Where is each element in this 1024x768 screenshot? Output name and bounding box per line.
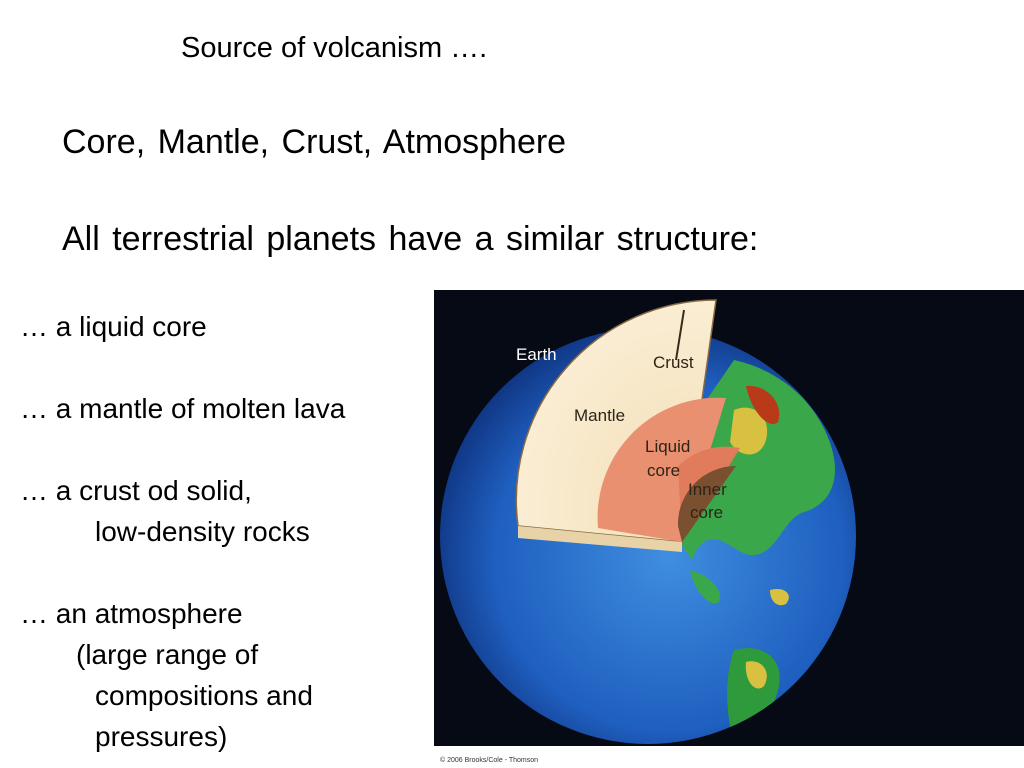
bullet-atmosphere-continued: (large range of [76,639,259,670]
bullet-crust-continued: low-density rocks [95,516,310,547]
crust-label: Crust [653,353,694,372]
bullet-gap [20,347,345,388]
bullet-atmosphere: … an atmosphere [20,598,243,629]
image-credit: © 2006 Brooks/Cole - Thomson [440,757,539,764]
earth-cutaway-figure [434,290,1024,768]
mantle-label: Mantle [574,406,626,425]
bullet-crust: … a crust od solid, [20,475,252,506]
earth-label: Earth [516,345,557,364]
bullet-gap [20,552,345,593]
bullet-mantle: … a mantle of molten lava [20,393,346,424]
bullet-list [20,306,345,757]
earth-cutaway-svg [434,290,1024,768]
bullet-atmosphere-continued: pressures) [95,721,228,752]
heading-planets: All terrestrial planets have a similar structure: [62,220,759,258]
liquid-core-label: core [647,461,681,480]
bullet-gap [20,429,345,470]
bullet-core: … a liquid core [20,311,207,342]
liquid-core-label: Liquid [645,437,691,456]
heading-layers: Core, Mantle, Crust, Atmosphere [62,123,567,161]
slide-subtitle: Source of volcanism …. [181,32,488,64]
bullet-atmosphere-continued: compositions and [95,680,313,711]
inner-core-label: Inner [688,480,727,499]
inner-core-label: core [690,503,724,522]
